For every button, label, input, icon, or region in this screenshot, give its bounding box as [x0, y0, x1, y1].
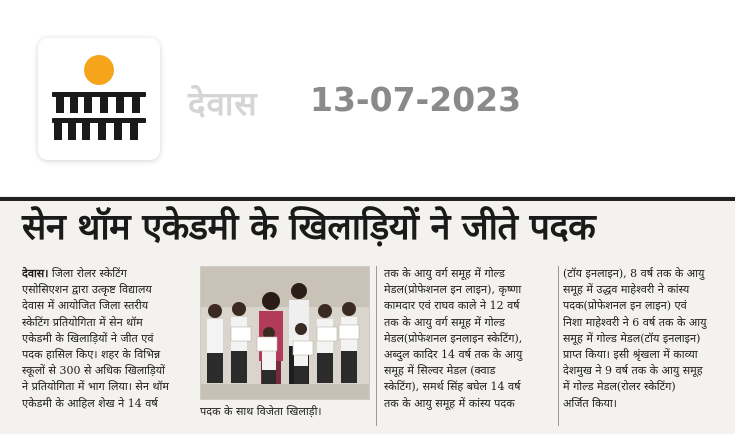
- column-line: प्राप्त किया। इसी श्रृंखला में काव्या: [563, 348, 698, 362]
- photo-caption: पदक के साथ विजेता खिलाड़ी।: [200, 405, 322, 418]
- column-line: पदक(प्रोफेशनल इन लाइन) एवं: [563, 299, 687, 313]
- article-headline: सेन थॉम एकेडमी के खिलाड़ियों ने जीते पदक: [22, 207, 596, 248]
- column-line: समूह में गोल्ड मेडल(टॉय इनलाइन): [563, 331, 701, 345]
- column-line: स्केटिंग), समर्थ सिंह बघेल 14 वर्ष: [384, 380, 521, 394]
- dainik-bhaskar-logo: [38, 38, 160, 160]
- logo-sun-icon: [84, 55, 114, 85]
- column-line: एसोसिएशन द्वारा उत्कृष्ट विद्यालय: [22, 283, 152, 297]
- column-line: [22, 266, 194, 282]
- column-line: समूह में सिल्वर मेडल (क्वाड: [384, 364, 496, 378]
- column-line: समूह में उद्धव माहेश्वरी ने कांस्य: [563, 283, 690, 297]
- edition-date: 13-07-2023: [310, 80, 522, 119]
- column-line: पदक हासिल किए। शहर के विभिन्न: [22, 348, 161, 362]
- column-line: कामदार एवं राघव काले ने 12 वर्ष: [384, 299, 520, 313]
- article-column-1: [22, 266, 194, 412]
- dateline: देवास।: [22, 267, 49, 280]
- article-column-3: [563, 266, 735, 412]
- column-line: ने प्रतियोगिता में भाग लिया। सेन थॉम: [22, 380, 169, 394]
- column-divider: [376, 266, 377, 426]
- column-line: एकेडमी के खिलाड़ियों ने जीत एवं: [22, 331, 154, 345]
- column-line: स्केटिंग प्रतियोगिता में सेन थॉम: [22, 315, 143, 329]
- column-line: में गोल्ड मेडल(रोलर स्केटिंग): [563, 380, 676, 394]
- column-line: तक के आयु वर्ग समूह में गोल्ड: [384, 267, 505, 280]
- column-line: मेडल(प्रोफेशनल इनलाइन स्केटिंग),: [384, 331, 523, 345]
- column-line: तक के आयु वर्ग समूह में गोल्ड: [384, 315, 505, 329]
- column-line: मेडल(प्रोफेशनल इन लाइन), कृष्णा: [384, 283, 522, 297]
- article-column-2: [384, 266, 556, 412]
- clipping-top-rule: [0, 197, 735, 201]
- column-line: देशमुख ने 9 वर्ष तक के आयु समूह: [563, 364, 703, 378]
- column-line: अर्जित किया।: [563, 396, 617, 410]
- column-divider: [558, 266, 559, 426]
- column-line: निशा माहेश्वरी ने 6 वर्ष तक के आयु: [563, 315, 707, 329]
- column-line: अब्दुल कादिर 14 वर्ष तक के आयु: [384, 348, 523, 362]
- article-photo: [200, 266, 370, 400]
- column-line: एकेडमी के आहिल शेख ने 14 वर्ष: [22, 396, 158, 410]
- column-line: स्कूलों से 300 से अधिक खिलाड़ियों: [22, 364, 165, 378]
- column-line-text: जिला रोलर स्केटिंग: [51, 267, 127, 280]
- students-with-medals-photo: [201, 267, 369, 399]
- logo-wordmark: [50, 88, 148, 144]
- column-line: तक के आयु समूह में कांस्य पदक: [384, 396, 515, 410]
- column-line: देवास में आयोजित जिला स्तरीय: [22, 299, 149, 313]
- column-line: (टॉय इनलाइन), 8 वर्ष तक के आयु: [563, 267, 705, 280]
- city-label: देवास: [188, 84, 258, 123]
